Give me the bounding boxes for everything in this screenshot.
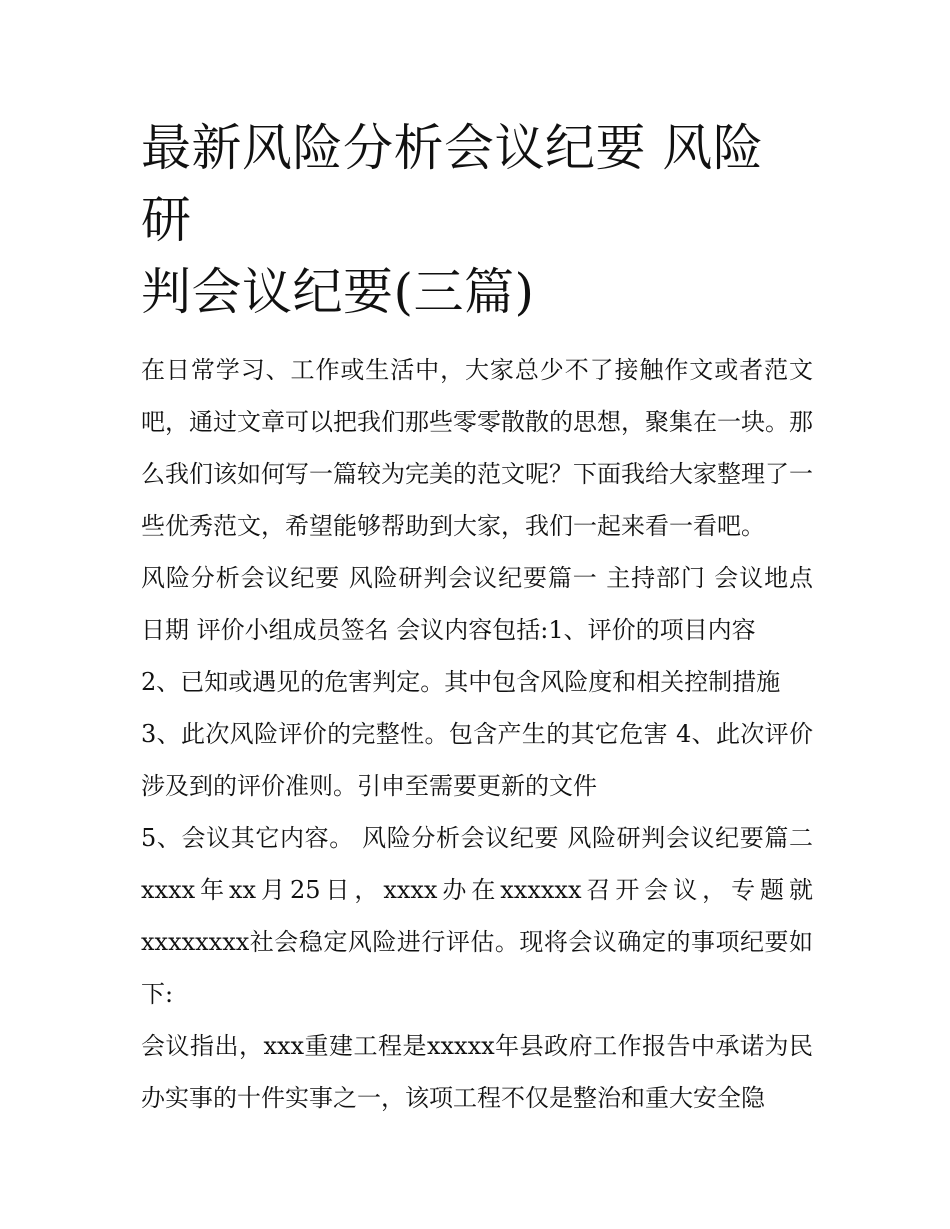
document-body	[141, 344, 813, 1124]
document-title	[141, 112, 813, 328]
paragraph-part-one: 风险分析会议纪要 风险研判会议纪要篇一 主持部门 会议地点 日期 评价小组成员签名 会议内容包括:1、评价的项目内容	[141, 564, 813, 644]
paragraph-item-3-4: 3、此次风险评价的完整性。包含产生的其它危害 4、此次评价涉及到的评价准则。引申至需要更新的文件	[141, 720, 813, 800]
paragraph-item-2: 2、已知或遇见的危害判定。其中包含风险度和相关控制措施	[141, 668, 781, 696]
document-title-line-2: 判会议纪要(三篇)	[141, 263, 535, 321]
paragraph-intro: 在日常学习、工作或生活中，大家总少不了接触作文或者范文吧，通过文章可以把我们那些零零散散的思想，聚集在一块。那么我们该如何写一篇较为完美的范文呢？下面我给大家整理了一些优秀范文，希望能够帮助到大家，我们一起来看一看吧。	[141, 356, 813, 540]
paragraph-part-two: 5、会议其它内容。 风险分析会议纪要 风险研判会议纪要篇二 xxxx年xx月25日，xxxx办在xxxxxx召开会议，专题就xxxxxxxx社会稳定风险进行评估。现将会议确定的事项纪要如下:	[141, 824, 813, 1008]
paragraph-meeting-notes: 会议指出，xxx重建工程是xxxxx年县政府工作报告中承诺为民办实事的十件实事之一，该项工程不仅是整治和重大安全隐	[141, 1032, 813, 1112]
document-title-line-1: 最新风险分析会议纪要 风险研	[141, 119, 764, 249]
document-page	[141, 112, 813, 1124]
